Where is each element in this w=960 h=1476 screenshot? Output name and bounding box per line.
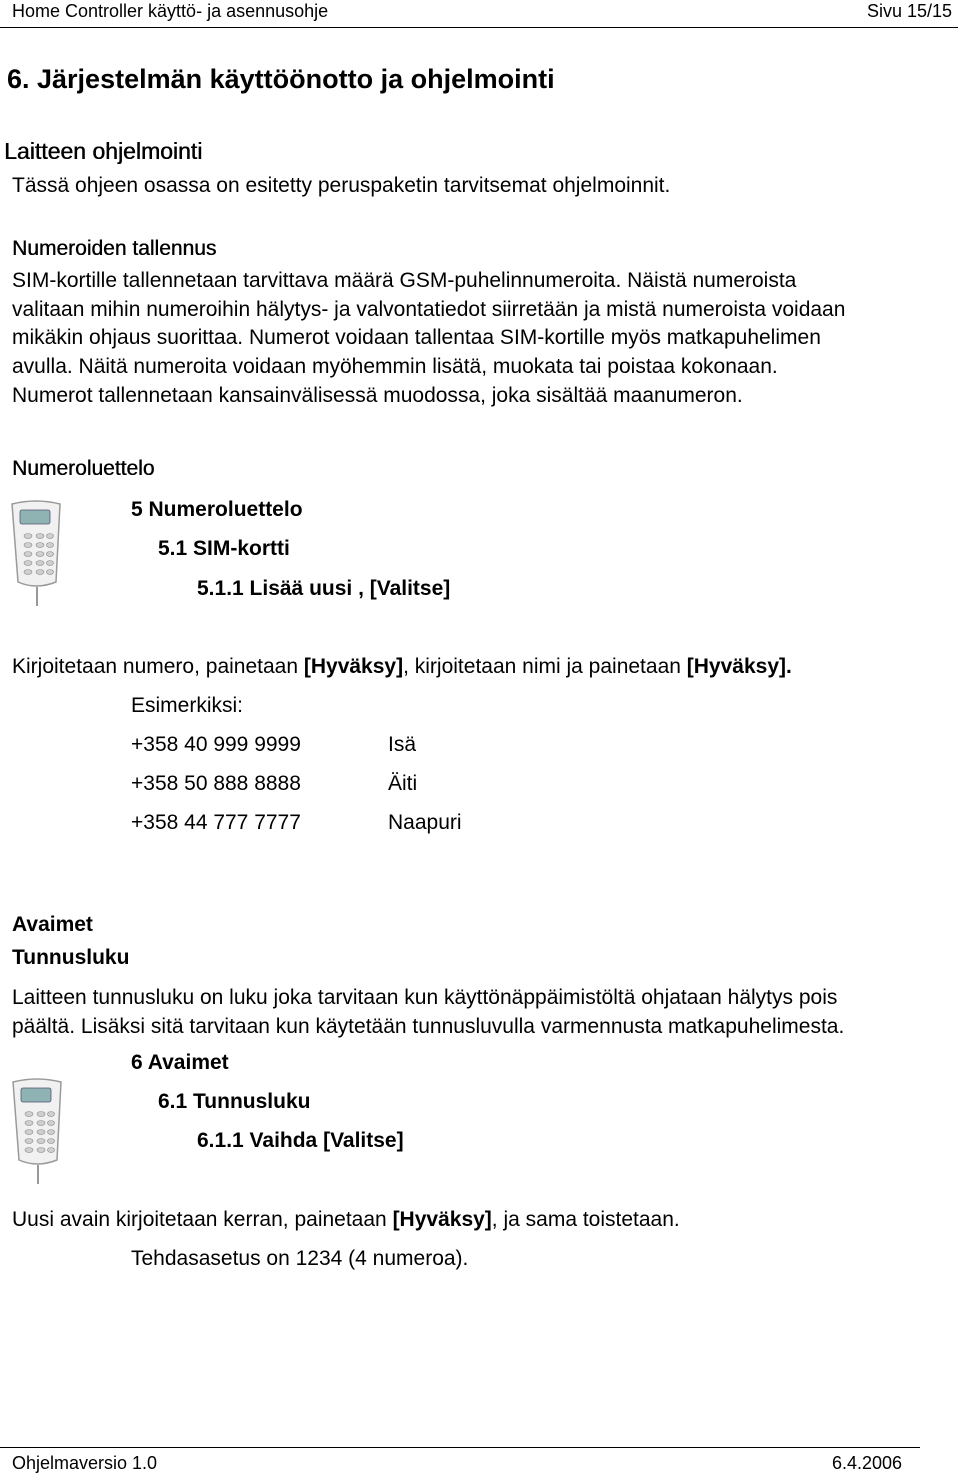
instruction-text: Kirjoitetaan numero, painetaan <box>12 655 304 678</box>
menu-item-level3: 5.1.1 Lisää uusi , [Valitse] <box>197 577 451 600</box>
menu-item-level2: 6.1 Tunnusluku <box>158 1090 311 1113</box>
intro-text: Tässä ohjeen osassa on esitetty peruspaketin tarvitsemat ohjelmoinnit. <box>12 174 671 197</box>
instruction-key: [Hyväksy]. <box>686 655 792 678</box>
instruction-text: , ja sama toistetaan. <box>491 1208 680 1231</box>
instruction-key: [Hyväksy] <box>303 655 404 678</box>
numeroluettelo-instruction <box>12 655 792 679</box>
menu-item-level1: 6 Avaimet <box>131 1051 229 1074</box>
paragraph-line: mikäkin ohjaus suorittaa. Numerot voidaan tallentaa SIM-kortille myös matkapuhelimen <box>12 326 821 350</box>
paragraph-line: avulla. Näitä numeroita voidaan myöhemmin lisätä, muokata tai poistaa kokonaan. <box>12 355 778 379</box>
paragraph-line: Numerot tallennetaan kansainvälisessä muodossa, joka sisältää maanumeron. <box>12 383 743 407</box>
example-number: +358 40 999 9999 <box>131 733 301 756</box>
section-heading-numeroluettelo: Numeroluettelo <box>12 457 155 480</box>
subheading-tunnusluku: Tunnusluku <box>12 946 130 969</box>
menu-item-level3: 6.1.1 Vaihda [Valitse] <box>197 1129 404 1152</box>
menu-item-level2: 5.1 SIM-kortti <box>158 537 290 560</box>
header-doc-title: Home Controller käyttö- ja asennusohje <box>12 1 329 21</box>
header-page-label: Sivu 15/15 <box>866 1 952 21</box>
instruction-text: Uusi avain kirjoitetaan kerran, painetaan <box>12 1208 393 1231</box>
avaimet-paragraph <box>12 984 956 1041</box>
example-label: Esimerkiksi: <box>131 694 244 717</box>
footer-divider <box>0 1447 920 1448</box>
keypad-controller-icon <box>6 498 66 606</box>
paragraph-line: valitaan mihin numeroihin hälytys- ja valvontatiedot siirretään ja mistä numeroista voidaan <box>12 297 846 321</box>
instruction-key: [Hyväksy] <box>392 1208 492 1231</box>
example-number: +358 50 888 8888 <box>131 772 301 795</box>
example-name: Isä <box>388 733 417 756</box>
header-divider <box>0 27 958 28</box>
footer-version: Ohjelmaversio 1.0 <box>12 1453 158 1473</box>
example-name: Naapuri <box>388 811 462 834</box>
example-number: +358 44 777 7777 <box>131 811 301 834</box>
factory-setting-text: Tehdasasetus on 1234 (4 numeroa). <box>131 1247 469 1270</box>
paragraph-line: päältä. Lisäksi sitä tarvitaan kun käytetään tunnusluvulla varmennusta matkapuhelimesta. <box>12 1014 845 1038</box>
section-heading-numeroiden: Numeroiden tallennus <box>12 237 217 260</box>
avaimet-instruction <box>12 1208 680 1232</box>
section-heading-laitteen: Laitteen ohjelmointi <box>4 138 203 164</box>
page-title: 6. Järjestelmän käyttöönotto ja ohjelmointi <box>7 64 555 94</box>
section-heading-avaimet: Avaimet <box>12 913 93 936</box>
footer-date: 6.4.2006 <box>832 1453 903 1473</box>
example-name: Äiti <box>388 772 418 795</box>
keypad-controller-icon <box>7 1076 67 1184</box>
menu-item-level1: 5 Numeroluettelo <box>131 498 303 521</box>
paragraph-line: Laitteen tunnusluku on luku joka tarvitaan kun käyttönäppäimistöltä ohjataan hälytys pois <box>12 986 838 1009</box>
numeroiden-paragraph <box>12 267 956 411</box>
paragraph-line: SIM-kortille tallennetaan tarvittava määrä GSM-puhelinnumeroita. Näistä numeroista <box>12 269 797 292</box>
instruction-text: , kirjoitetaan nimi ja painetaan <box>403 655 687 678</box>
